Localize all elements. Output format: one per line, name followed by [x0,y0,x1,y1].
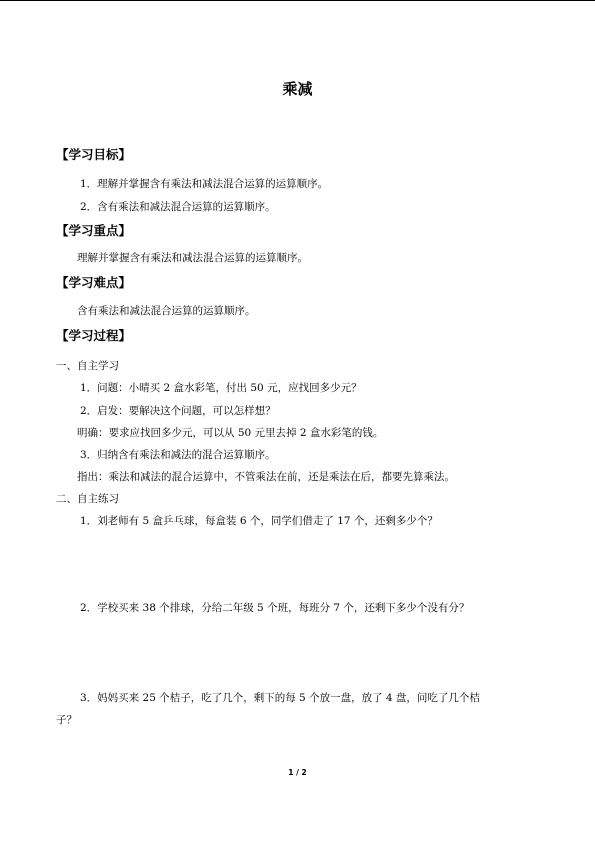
part1-line-3: 明确：要求应找回多少元，可以从 50 元里去掉 2 盒水彩笔的钱。 [77,427,384,439]
process-heading: 【学习过程】 [56,328,132,343]
goal-item-2: 2．含有乘法和减法混合运算的运算顺序。 [80,201,276,213]
part1-line-1: 1．问题：小晴买 2 盒水彩笔，付出 50 元，应找回多少元？ [80,382,362,394]
part1-line-4: 3．归纳含有乘法和减法的混合运算顺序。 [80,449,276,461]
top-rule [0,0,595,1]
key-point-heading: 【学习重点】 [56,223,132,238]
part1-line-2: 2．启发：要解决这个问题，可以怎样想？ [80,405,276,417]
part1-line-5: 指出：乘法和减法的混合运算中，不管乘法在前，还是乘法在后，都要先算乘法。 [77,471,455,483]
exercise-question-3-line-1: 3．妈妈买来 25 个桔子，吃了几个，剩下的每 5 个放一盘，放了 4 盘，问吃了几个桔 [80,692,480,704]
key-point-text: 理解并掌握含有乘法和减法混合运算的运算顺序。 [77,252,308,264]
goals-heading: 【学习目标】 [56,147,132,162]
difficulty-text: 含有乘法和减法混合运算的运算顺序。 [77,305,256,317]
part2-label: 二、自主练习 [56,493,119,505]
page-title: 乘减 [282,80,313,98]
exercise-question-2: 2．学校买来 38 个排球，分给二年级 5 个班，每班分 7 个，还剩下多少个没有分？ [80,602,470,614]
difficulty-heading: 【学习难点】 [56,275,132,290]
page-number: 1 / 2 [288,768,307,777]
goal-item-1: 1．理解并掌握含有乘法和减法混合运算的运算顺序。 [80,178,329,190]
exercise-question-1: 1．刘老师有 5 盒乒乓球，每盒装 6 个，同学们借走了 17 个，还剩多少个？ [80,515,438,527]
part1-label: 一、自主学习 [56,360,119,372]
exercise-question-3-line-2: 子？ [56,714,77,726]
